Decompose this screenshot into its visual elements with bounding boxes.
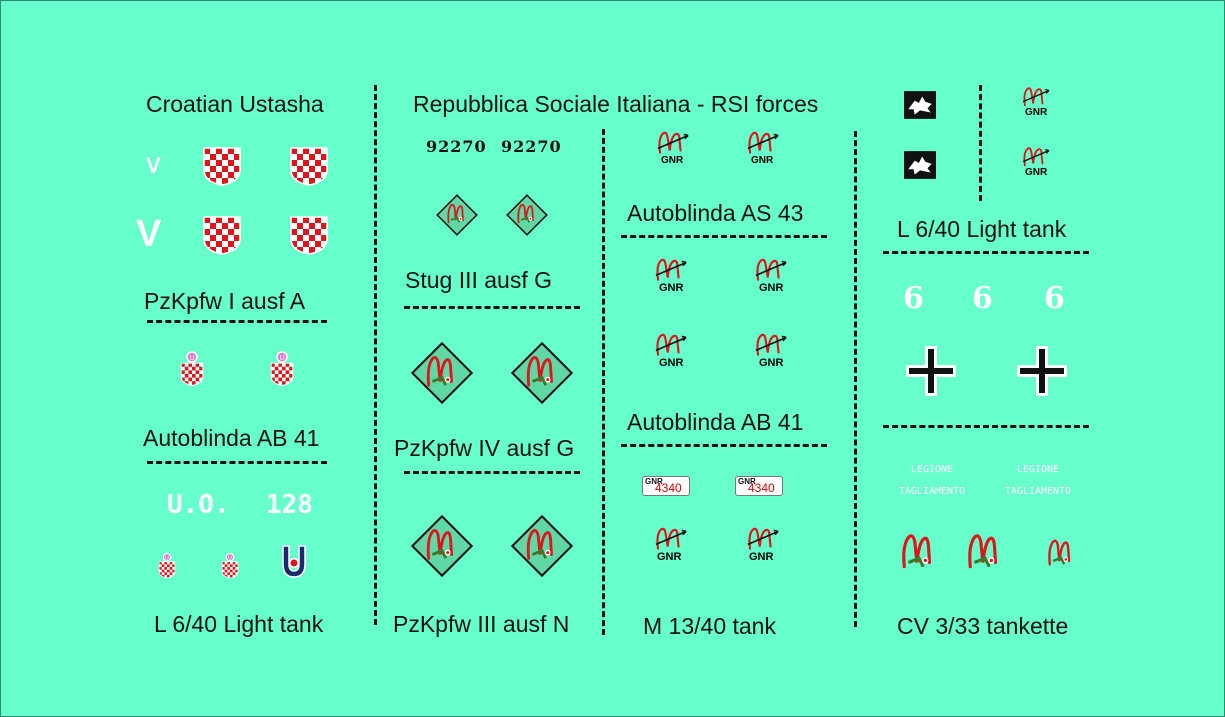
gnr-text: GNR [749, 551, 774, 563]
label-l640-left: L 6/40 Light tank [154, 611, 324, 637]
gnr-marking [1017, 85, 1057, 123]
m-rune-diamond-icon [433, 191, 481, 239]
gnr-text: GNR [759, 357, 784, 369]
checkerboard-shield-icon [288, 215, 330, 255]
m-rune-diamond-icon [407, 338, 477, 408]
m-rune-icon [1045, 537, 1077, 569]
uo-marking: U.O. [167, 490, 230, 520]
license-plate [642, 476, 690, 496]
gnr-m-rune-icon [651, 129, 695, 157]
legione-line-1: LEGIONE [1016, 464, 1060, 475]
plate-number: 4340 [655, 481, 682, 495]
number-6-marking: 6 [903, 281, 924, 316]
number-6-marking: 6 [1044, 281, 1065, 316]
gnr-text: GNR [659, 357, 684, 369]
crown-shield-icon [156, 552, 178, 580]
label-pz3: PzKpfw III ausf N [393, 611, 570, 637]
divider-h-as43 [621, 235, 827, 238]
v-marking-small: V [146, 153, 161, 178]
m-rune-diamond-icon [407, 511, 477, 581]
divider-vertical-3 [854, 131, 857, 627]
divider-h-ab41-mid [621, 444, 827, 447]
number-128-marking: 128 [266, 490, 313, 520]
gnr-text: GNR [661, 155, 684, 166]
gnr-m-rune-icon [741, 525, 785, 553]
heading-croatian: Croatian Ustasha [146, 91, 324, 117]
gnr-m-rune-icon [649, 256, 693, 284]
label-as43: Autoblinda AS 43 [627, 200, 804, 226]
gnr-marking [741, 525, 785, 569]
label-m1340: M 13/40 tank [643, 613, 776, 639]
number-6-marking: 6 [972, 281, 993, 316]
serial-92270: 92270 [426, 137, 487, 156]
label-pzkpfw1: PzKpfw I ausf A [144, 288, 306, 314]
balkenkreuz-icon [906, 346, 956, 396]
label-l640-right: L 6/40 Light tank [897, 216, 1067, 242]
crown-shield-icon [267, 350, 297, 388]
label-ab41-mid: Autoblinda AB 41 [627, 409, 804, 435]
legione-tagliamento-marking [892, 459, 972, 503]
divider-h-pz1 [147, 320, 327, 323]
gnr-m-rune-icon [749, 256, 793, 284]
crown-shield-icon [177, 350, 207, 388]
gnr-marking [749, 331, 793, 375]
gnr-text: GNR [751, 155, 774, 166]
legione-line-1: LEGIONE [910, 464, 954, 475]
checkerboard-shield-icon [288, 146, 330, 186]
divider-vertical-4 [979, 85, 982, 201]
divider-vertical-2 [602, 129, 605, 635]
divider-vertical-1 [374, 85, 377, 625]
gnr-marking [649, 525, 693, 569]
v-marking-large: V [136, 213, 162, 255]
label-ab41-left: Autoblinda AB 41 [143, 425, 320, 451]
wolf-head-icon [904, 151, 936, 179]
wolf-head-icon [904, 91, 936, 119]
m-rune-icon [964, 531, 1006, 573]
divider-h-pz4 [404, 471, 580, 474]
gnr-text: GNR [1025, 167, 1048, 178]
gnr-m-rune-icon [1017, 145, 1055, 169]
gnr-marking [651, 129, 695, 173]
gnr-text: GNR [657, 551, 682, 563]
label-cv333: CV 3/33 tankette [897, 613, 1069, 639]
crown-shield-icon [219, 552, 241, 580]
serial-92270: 92270 [501, 137, 562, 156]
gnr-marking [1017, 145, 1057, 183]
m-rune-icon [898, 531, 940, 573]
plate-number: 4340 [748, 481, 775, 495]
checkerboard-shield-icon [201, 215, 243, 255]
gnr-text: GNR [759, 282, 784, 294]
m-rune-diamond-icon [503, 191, 551, 239]
m-rune-diamond-icon [507, 511, 577, 581]
gnr-marking [741, 129, 785, 173]
plate-prefix: GNR [738, 477, 756, 486]
gnr-marking [649, 256, 693, 300]
gnr-marking [649, 331, 693, 375]
balkenkreuz-icon [1017, 346, 1067, 396]
legione-line-2: TAGLIAMENTO [898, 486, 966, 497]
gnr-m-rune-icon [749, 331, 793, 359]
gnr-marking [749, 256, 793, 300]
legione-line-2: TAGLIAMENTO [1004, 486, 1072, 497]
label-pz4: PzKpfw IV ausf G [394, 435, 575, 461]
ustasha-u-emblem-icon [279, 543, 309, 581]
gnr-m-rune-icon [649, 331, 693, 359]
plate-prefix: GNR [645, 477, 663, 486]
divider-h-cross [883, 425, 1089, 428]
legione-tagliamento-marking [998, 459, 1078, 503]
divider-h-l640 [883, 251, 1089, 254]
gnr-m-rune-icon [1017, 85, 1055, 109]
license-plate [735, 476, 783, 496]
gnr-m-rune-icon [649, 525, 693, 553]
divider-h-ab41-left [147, 461, 327, 464]
checkerboard-shield-icon [201, 146, 243, 186]
gnr-text: GNR [1025, 107, 1048, 118]
gnr-m-rune-icon [741, 129, 785, 157]
gnr-text: GNR [659, 282, 684, 294]
label-stug: Stug III ausf G [405, 267, 553, 293]
m-rune-diamond-icon [507, 338, 577, 408]
divider-h-stug [404, 306, 580, 309]
heading-rsi: Repubblica Sociale Italiana - RSI forces [413, 91, 819, 117]
